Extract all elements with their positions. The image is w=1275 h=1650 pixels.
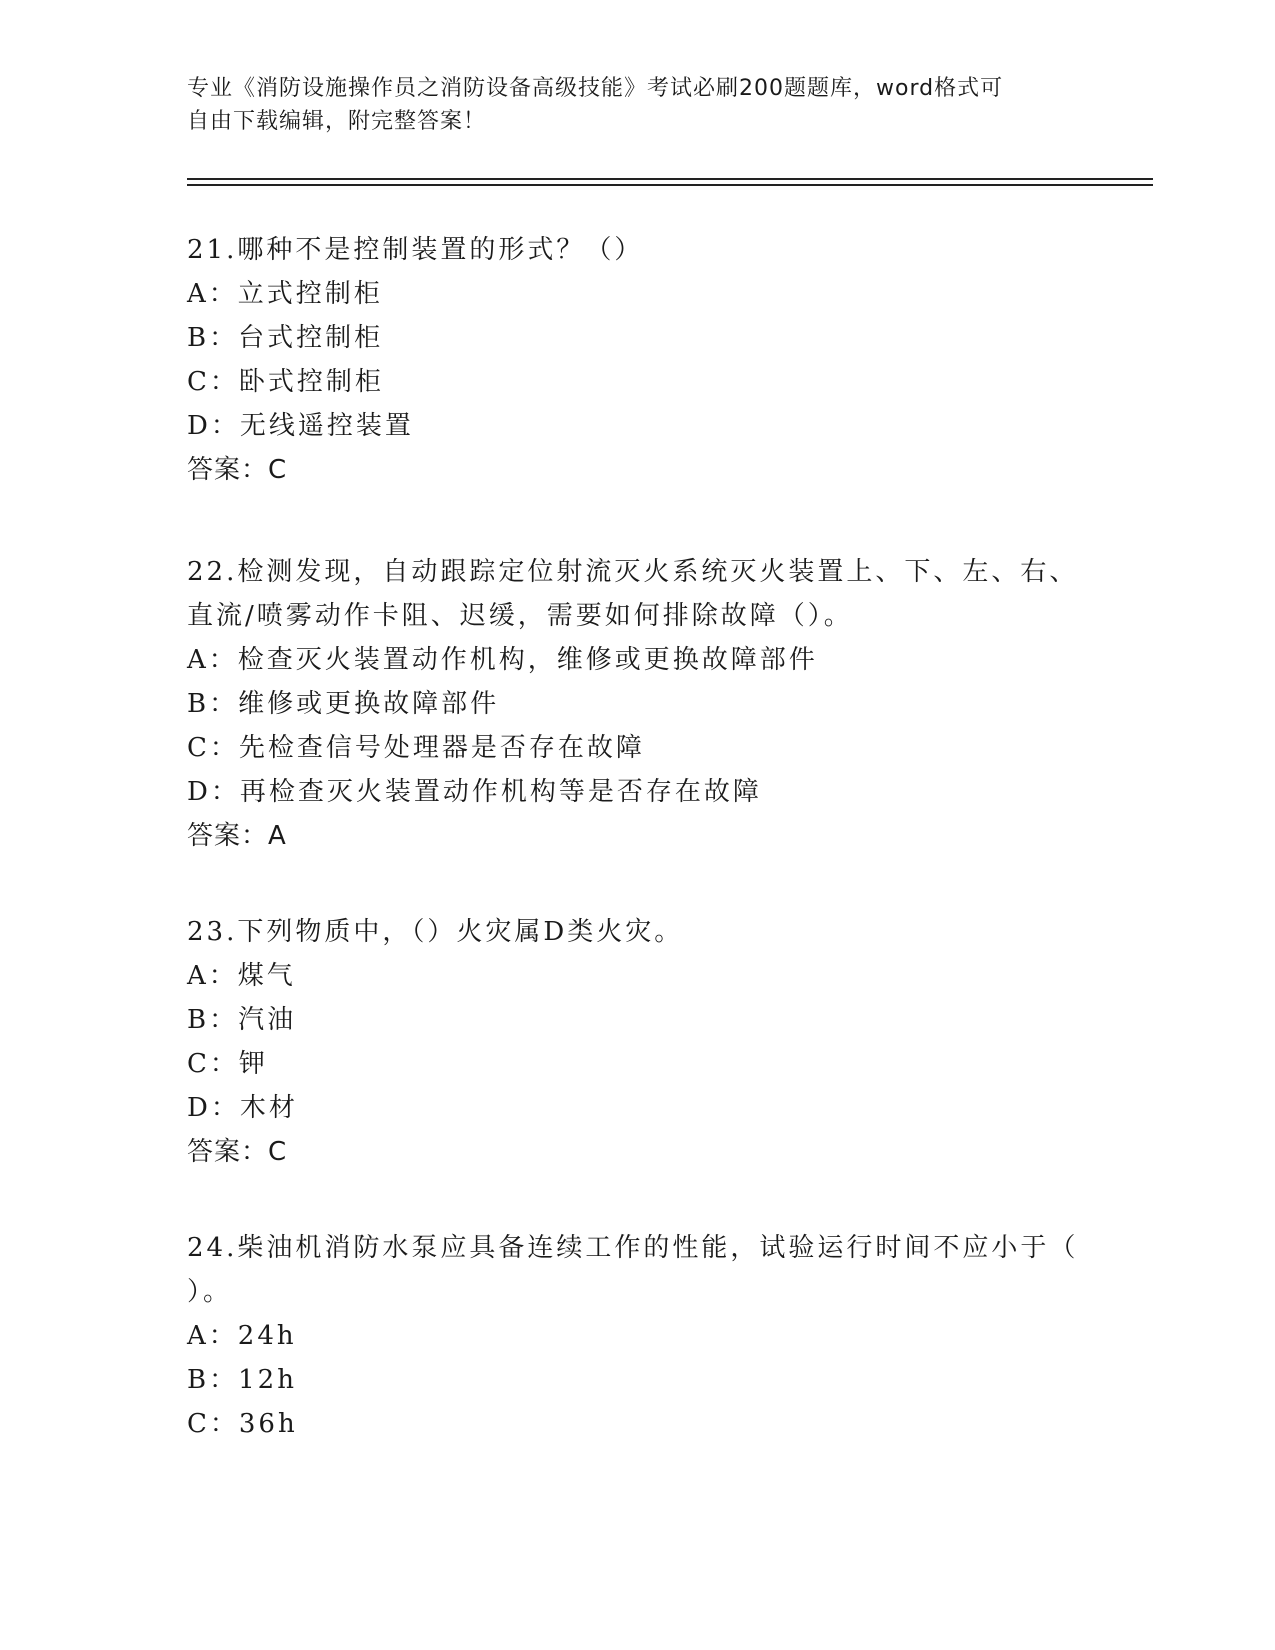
question-24-option-b: B：12h <box>187 1365 297 1395</box>
question-23-option-c: C：钾 <box>187 1049 268 1079</box>
question-23-option-a: A：煤气 <box>187 961 296 991</box>
question-24-stem-line-1: 24.柴油机消防水泵应具备连续工作的性能，试验运行时间不应小于（ <box>187 1233 1079 1263</box>
question-24-stem-line-2: ）。 <box>187 1277 233 1307</box>
question-22-stem-line-2: 直流/喷雾动作卡阻、迟缓，需要如何排除故障（）。 <box>187 601 853 631</box>
question-23-stem: 23.下列物质中，（）火灾属D类火灾。 <box>187 917 684 947</box>
question-21-option-d: D：无线遥控装置 <box>187 411 414 441</box>
question-23-option-d: D：木材 <box>187 1093 298 1123</box>
question-24-option-a: A：24h <box>187 1321 297 1351</box>
header-line-2: 自由下载编辑，附完整答案！ <box>187 109 487 134</box>
question-22-answer: 答案：A <box>187 821 287 851</box>
question-21-option-b: B：台式控制柜 <box>187 323 384 353</box>
question-22-option-c: C：先检查信号处理器是否存在故障 <box>187 733 645 763</box>
header-line-1: 专业《消防设施操作员之消防设备高级技能》考试必刷200题题库，word格式可 <box>187 76 1004 101</box>
document-header <box>187 72 1077 138</box>
header-divider-bottom <box>187 184 1153 186</box>
question-24-option-c: C：36h <box>187 1409 298 1439</box>
header-divider-top <box>187 178 1153 180</box>
question-21-stem: 21.哪种不是控制装置的形式？（） <box>187 235 644 265</box>
question-22-option-d: D：再检查灭火装置动作机构等是否存在故障 <box>187 777 762 807</box>
question-22-option-b: B：维修或更换故障部件 <box>187 689 500 719</box>
question-21-option-c: C：卧式控制柜 <box>187 367 384 397</box>
question-22-stem-line-1: 22.检测发现，自动跟踪定位射流灭火系统灭火装置上、下、左、右、 <box>187 557 1079 587</box>
question-23-answer: 答案：C <box>187 1137 288 1167</box>
question-23-option-b: B：汽油 <box>187 1005 297 1035</box>
question-22-option-a: A：检查灭火装置动作机构，维修或更换故障部件 <box>187 645 818 675</box>
question-21-answer: 答案：C <box>187 455 288 485</box>
question-21-option-a: A：立式控制柜 <box>187 279 383 309</box>
